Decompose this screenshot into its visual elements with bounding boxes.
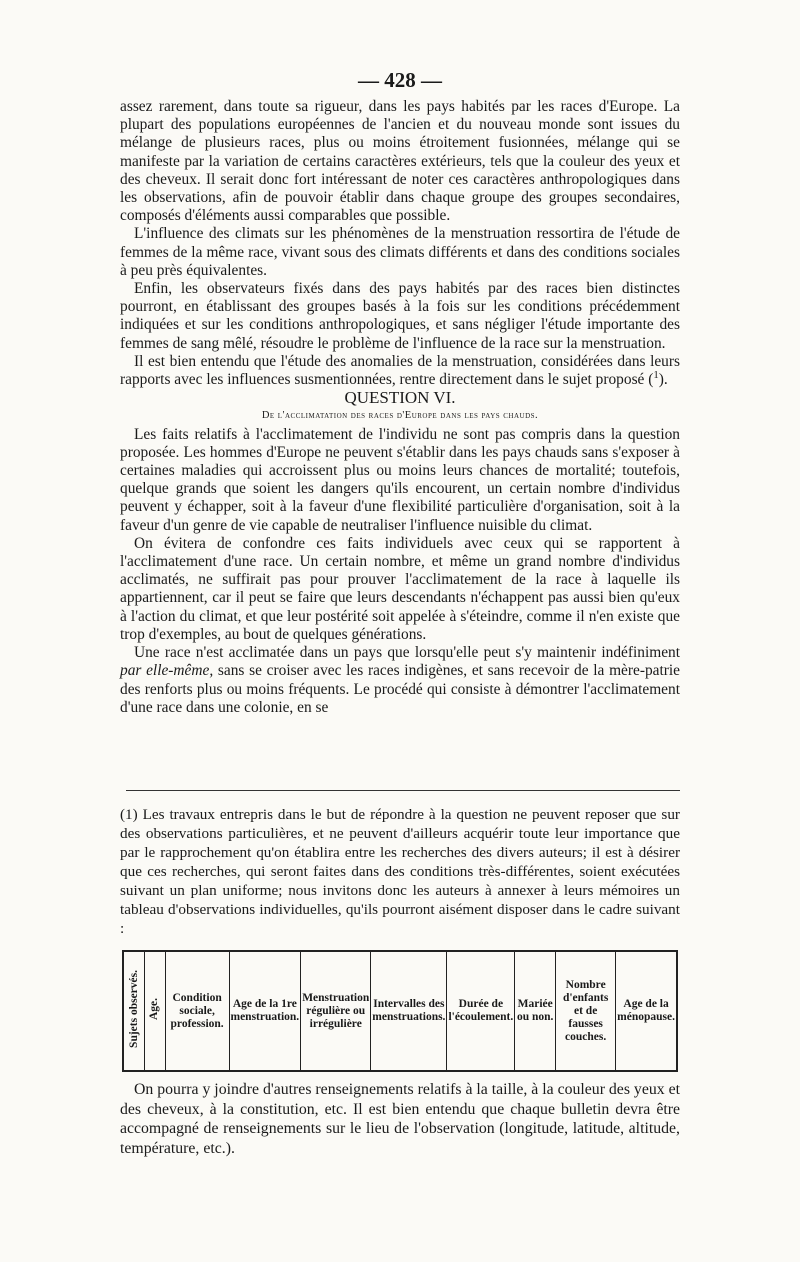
question-subtitle: De l'acclimatation des races d'Europe dans les pays chauds. [261,410,539,422]
table-header-cell: Intervalles des menstruations. [371,951,447,1071]
paragraph: Enfin, les observateurs fixés dans des pays habités par des races bien distinctes pourront, en établissant des groupes basés à la fois sur les conditions précédemment indiquées et sur les conditions anthropologiques, et sans négliger l'étude importante des femmes de sang mêlé, résoudre le problème de l'influence de la race sur la menstruation. [120,280,680,352]
table-header-cell: Sujets observés. [123,951,145,1071]
table-header-row [123,951,677,1071]
question-title: QUESTION VI. [344,388,456,408]
table-header-cell: Age de la ménopause. [616,951,677,1071]
emphasis-text: par elle-même, [120,662,214,680]
footnote-text: Les travaux entrepris dans le but de répondre à la question ne peuvent reposer que sur des observations particulières, et ne peuvent d'ailleurs acquérir toute leur importance que par le rapprochement qu'on établira entre les recherches des divers auteurs; il est à désirer que ces recherches, qui seront faites dans des conditions très-différentes, soient exécutées suivant un plan uniforme; nous invitons donc les auteurs à annexer à leurs mémoires un tableau d'observations individuelles, qu'ils pourront aisément disposer dans le cadre suivant : [120,806,680,937]
table-header-cell: Age de la 1re menstruation. [229,951,301,1071]
footnote-reference: 1 [653,368,659,381]
paragraph: On pourra y joindre d'autres renseignements relatifs à la taille, à la couleur des yeux et des cheveux, à la constitution, etc. Il est bien entendu que chaque bulletin devra être accompagné de renseignements sur le lieu de l'observation (longitude, latitude, altitude, température, etc.). [120,1081,680,1157]
paragraph: Les faits relatifs à l'acclimatement de l'individu ne sont pas compris dans la question proposée. Les hommes d'Europe ne peuvent s'établir dans les pays chauds sans s'exposer à certaines maladies qui accroissent plus ou moins leurs chances de mortalité; toutefois, quelque grands que soient les dangers qu'ils encourent, un certain nombre d'individus peuvent y échapper, soit à la faveur d'une flexibilité particulière d'organisation, soit à la faveur d'un genre de vie capable de neutraliser l'influence nuisible du climat. [120,425,680,534]
footnote-divider [126,790,680,791]
paragraph-text: sans se croiser avec les races indigènes, et sans recevoir de la mère-patrie des renforts plus ou moins fréquents. Le procédé qui consiste à démontrer l'acclimatement d'une race dans une colonie, en se [120,662,680,716]
table-header-cell: Mariée ou non. [515,951,556,1071]
paragraph [120,353,680,389]
main-text [120,98,680,717]
table-header-cell: Nombre d'enfants et de fausses couches. [556,951,616,1071]
table-header-cell: Durée de l'écoulement. [447,951,515,1071]
footnote-marker: (1) [120,806,138,823]
paragraph-text: ). [658,371,668,389]
footnote [120,805,680,938]
paragraph [120,644,680,717]
footnote-paragraph [120,805,680,938]
paragraph-text: Une race n'est acclimatée dans un pays que lorsqu'elle peut s'y maintenir indéfiniment [134,644,680,662]
page-number: — 428 — [358,68,442,92]
paragraph: assez rarement, dans toute sa rigueur, dans les pays habités par les races d'Europe. La plupart des populations européennes de l'ancien et du nouveau monde sont issues du mélange de plusieurs races, plus ou moins étroitement fusionnées, mélange qui se manifeste par la variation de certains caractères extérieurs, tels que la couleur des yeux et des cheveux. Il serait donc fort intéressant de noter ces caractères anthropologiques dans les observations, afin de pouvoir établir dans chaque groupe des groupes secondaires, composés d'éléments aussi comparables que possible. [120,98,680,225]
paragraph: L'influence des climats sur les phénomènes de la menstruation ressortira de l'étude de femmes de la même race, vivant sous des climats différents et dans des conditions sociales à peu près équivalentes. [120,225,680,279]
table-header-cell: Condition sociale, profession. [165,951,229,1071]
paragraph-text: Il est bien entendu que l'étude des anomalies de la menstruation, considérées dans leurs rapports avec les influences susmentionnées, rentre directement dans le sujet proposé ( [120,352,680,389]
table-header-cell: Menstruation régulière ou irrégulière [301,951,371,1071]
observation-table [122,950,678,1072]
paragraph: On évitera de confondre ces faits individuels avec ceux qui se rapportent à l'acclimatement d'une race. Un certain nombre, et même un grand nombre d'individus acclimatés, ne suffirait pas pour prouver l'acclimatement de la race à laquelle ils appartiennent, car il peut se faire que leurs descendants n'échappent pas aussi bien qu'eux à l'action du climat, et que leur postérité soit appelée à s'éteindre, comme il n'en existe que trop d'exemples, au bout de quelques générations. [120,534,680,643]
table-header-cell: Age. [145,951,165,1071]
closing-text [120,1080,680,1158]
